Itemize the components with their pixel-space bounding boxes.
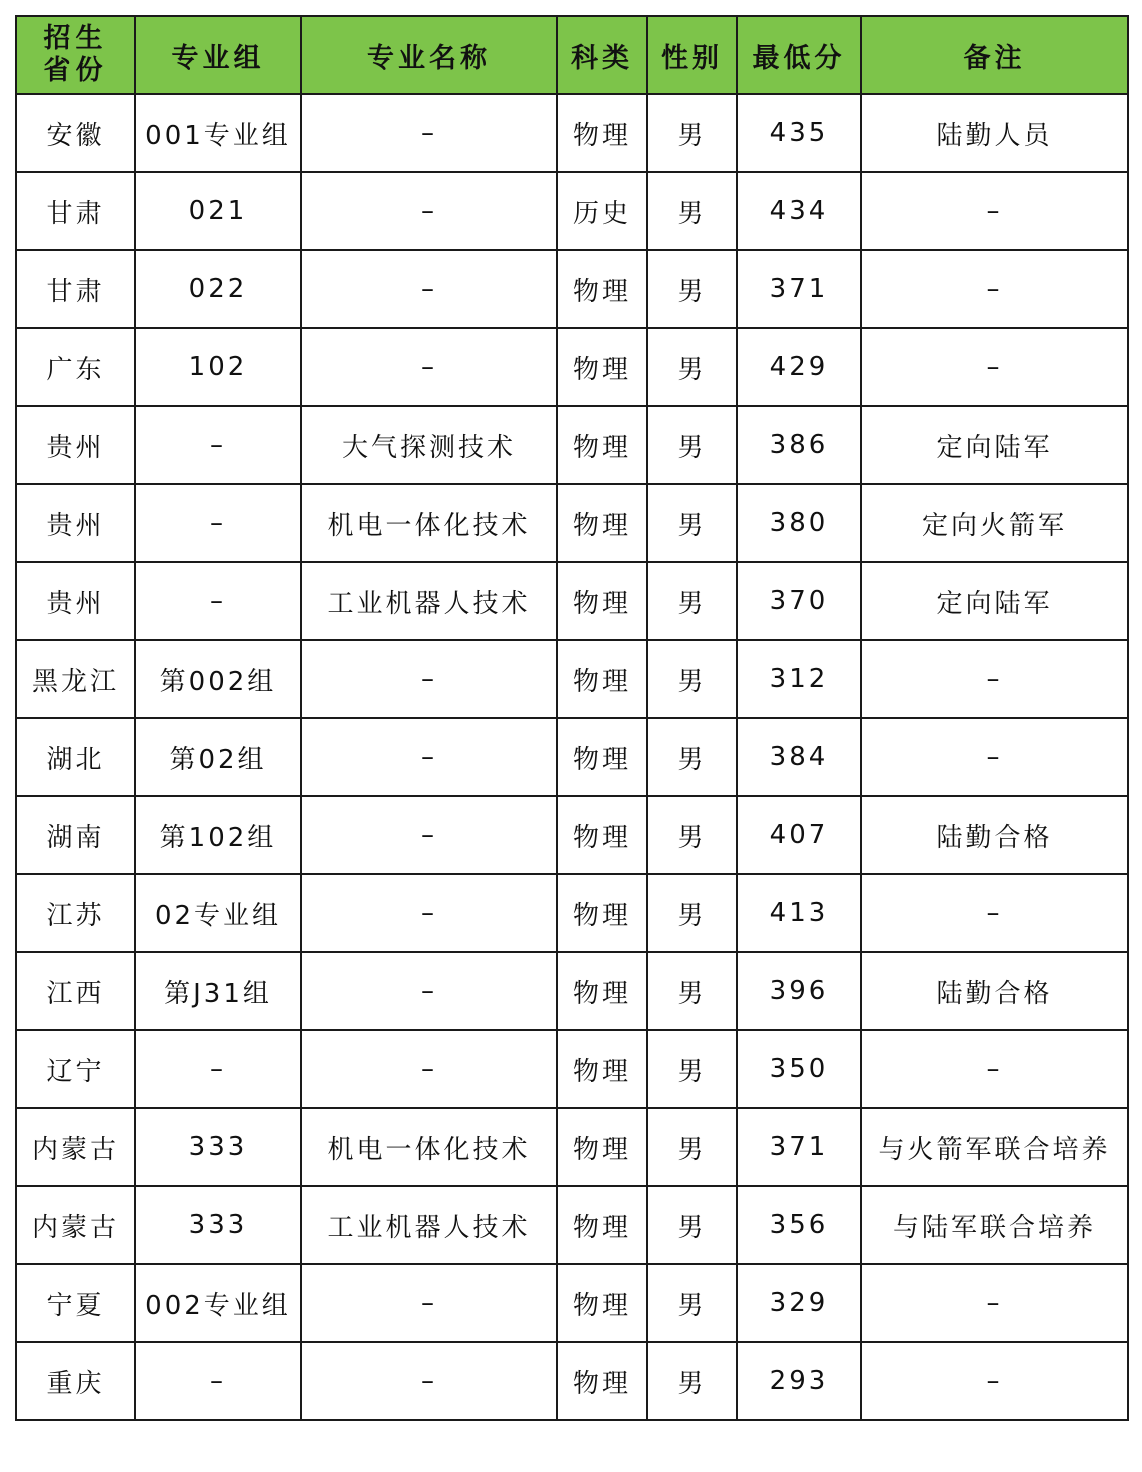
cell-major-group: 002专业组 xyxy=(135,1264,301,1342)
cell-subject-type: 物理 xyxy=(557,718,647,796)
cell-major-group: – xyxy=(135,1342,301,1420)
cell-remarks: 定向火箭军 xyxy=(861,484,1128,562)
cell-subject-type: 物理 xyxy=(557,640,647,718)
cell-subject-type: 物理 xyxy=(557,796,647,874)
table-row xyxy=(16,250,1128,328)
cell-subject-type: 物理 xyxy=(557,94,647,172)
cell-min-score: 386 xyxy=(737,406,861,484)
cell-major-name: – xyxy=(301,874,557,952)
cell-major-group: 001专业组 xyxy=(135,94,301,172)
cell-min-score: 413 xyxy=(737,874,861,952)
cell-min-score: 435 xyxy=(737,94,861,172)
cell-major-name: 机电一体化技术 xyxy=(301,1108,557,1186)
cell-min-score: 407 xyxy=(737,796,861,874)
cell-remarks: – xyxy=(861,328,1128,406)
cell-remarks: 定向陆军 xyxy=(861,562,1128,640)
cell-major-group: – xyxy=(135,406,301,484)
table-row xyxy=(16,718,1128,796)
cell-subject-type: 物理 xyxy=(557,484,647,562)
cell-remarks: 与陆军联合培养 xyxy=(861,1186,1128,1264)
cell-province: 重庆 xyxy=(16,1342,135,1420)
cell-min-score: 350 xyxy=(737,1030,861,1108)
cell-major-name: – xyxy=(301,328,557,406)
header-major-name: 专业名称 xyxy=(301,16,557,94)
cell-subject-type: 物理 xyxy=(557,1264,647,1342)
table-row xyxy=(16,328,1128,406)
cell-major-group: – xyxy=(135,484,301,562)
cell-gender: 男 xyxy=(647,874,737,952)
cell-remarks: – xyxy=(861,1030,1128,1108)
cell-province: 湖南 xyxy=(16,796,135,874)
header-province xyxy=(16,16,135,94)
table-row xyxy=(16,874,1128,952)
cell-remarks: – xyxy=(861,718,1128,796)
cell-subject-type: 物理 xyxy=(557,1186,647,1264)
cell-major-group: – xyxy=(135,1030,301,1108)
table-header-row xyxy=(16,16,1128,94)
cell-province: 贵州 xyxy=(16,406,135,484)
cell-min-score: 293 xyxy=(737,1342,861,1420)
cell-min-score: 380 xyxy=(737,484,861,562)
cell-subject-type: 物理 xyxy=(557,562,647,640)
table-row xyxy=(16,172,1128,250)
cell-min-score: 356 xyxy=(737,1186,861,1264)
cell-gender: 男 xyxy=(647,952,737,1030)
table-body xyxy=(16,94,1128,1420)
cell-province: 甘肃 xyxy=(16,172,135,250)
table-row xyxy=(16,1030,1128,1108)
cell-gender: 男 xyxy=(647,1264,737,1342)
cell-major-name: – xyxy=(301,1342,557,1420)
cell-remarks: 定向陆军 xyxy=(861,406,1128,484)
cell-subject-type: 物理 xyxy=(557,250,647,328)
cell-major-group: 102 xyxy=(135,328,301,406)
cell-remarks: 陆勤人员 xyxy=(861,94,1128,172)
cell-major-name: 工业机器人技术 xyxy=(301,1186,557,1264)
cell-gender: 男 xyxy=(647,1030,737,1108)
cell-province: 湖北 xyxy=(16,718,135,796)
table-row xyxy=(16,1264,1128,1342)
cell-remarks: 陆勤合格 xyxy=(861,952,1128,1030)
table-row xyxy=(16,796,1128,874)
admission-score-table-container xyxy=(15,15,1129,1421)
cell-gender: 男 xyxy=(647,328,737,406)
admission-score-table xyxy=(15,15,1129,1421)
cell-gender: 男 xyxy=(647,94,737,172)
cell-min-score: 384 xyxy=(737,718,861,796)
cell-major-name: – xyxy=(301,640,557,718)
cell-remarks: 与火箭军联合培养 xyxy=(861,1108,1128,1186)
cell-major-name: 工业机器人技术 xyxy=(301,562,557,640)
cell-major-name: – xyxy=(301,94,557,172)
table-row xyxy=(16,406,1128,484)
header-subject-type: 科类 xyxy=(557,16,647,94)
cell-province: 安徽 xyxy=(16,94,135,172)
cell-major-group: 021 xyxy=(135,172,301,250)
cell-major-group: 333 xyxy=(135,1186,301,1264)
cell-min-score: 434 xyxy=(737,172,861,250)
cell-gender: 男 xyxy=(647,1186,737,1264)
header-min-score: 最低分 xyxy=(737,16,861,94)
cell-major-name: – xyxy=(301,1264,557,1342)
cell-subject-type: 物理 xyxy=(557,1030,647,1108)
cell-subject-type: 物理 xyxy=(557,406,647,484)
cell-major-group: 第J31组 xyxy=(135,952,301,1030)
cell-major-group: 333 xyxy=(135,1108,301,1186)
table-row xyxy=(16,94,1128,172)
cell-gender: 男 xyxy=(647,1108,737,1186)
cell-major-name: – xyxy=(301,172,557,250)
header-major-group: 专业组 xyxy=(135,16,301,94)
cell-major-name: – xyxy=(301,1030,557,1108)
header-remarks: 备注 xyxy=(861,16,1128,94)
header-province-line-2: 省份 xyxy=(43,55,108,86)
table-row xyxy=(16,484,1128,562)
cell-remarks: – xyxy=(861,250,1128,328)
cell-gender: 男 xyxy=(647,640,737,718)
cell-remarks: – xyxy=(861,1264,1128,1342)
cell-remarks: – xyxy=(861,172,1128,250)
cell-major-group: 022 xyxy=(135,250,301,328)
cell-province: 辽宁 xyxy=(16,1030,135,1108)
cell-min-score: 396 xyxy=(737,952,861,1030)
cell-major-group: 02专业组 xyxy=(135,874,301,952)
table-row xyxy=(16,640,1128,718)
header-province-line-1: 招生 xyxy=(43,23,108,54)
cell-major-group: 第102组 xyxy=(135,796,301,874)
cell-major-name: – xyxy=(301,718,557,796)
cell-subject-type: 物理 xyxy=(557,952,647,1030)
cell-min-score: 371 xyxy=(737,1108,861,1186)
table-row xyxy=(16,1108,1128,1186)
cell-province: 甘肃 xyxy=(16,250,135,328)
cell-major-name: 大气探测技术 xyxy=(301,406,557,484)
cell-province: 内蒙古 xyxy=(16,1108,135,1186)
cell-subject-type: 历史 xyxy=(557,172,647,250)
cell-subject-type: 物理 xyxy=(557,328,647,406)
cell-province: 贵州 xyxy=(16,484,135,562)
cell-min-score: 312 xyxy=(737,640,861,718)
cell-major-name: – xyxy=(301,952,557,1030)
cell-subject-type: 物理 xyxy=(557,874,647,952)
cell-province: 内蒙古 xyxy=(16,1186,135,1264)
table-row xyxy=(16,562,1128,640)
cell-province: 江西 xyxy=(16,952,135,1030)
cell-min-score: 371 xyxy=(737,250,861,328)
cell-min-score: 429 xyxy=(737,328,861,406)
cell-remarks: – xyxy=(861,1342,1128,1420)
table-row xyxy=(16,952,1128,1030)
cell-gender: 男 xyxy=(647,172,737,250)
cell-gender: 男 xyxy=(647,796,737,874)
cell-major-group: – xyxy=(135,562,301,640)
cell-gender: 男 xyxy=(647,484,737,562)
cell-min-score: 329 xyxy=(737,1264,861,1342)
cell-gender: 男 xyxy=(647,562,737,640)
table-row xyxy=(16,1186,1128,1264)
cell-gender: 男 xyxy=(647,718,737,796)
table-row xyxy=(16,1342,1128,1420)
cell-min-score: 370 xyxy=(737,562,861,640)
cell-province: 宁夏 xyxy=(16,1264,135,1342)
cell-remarks: – xyxy=(861,874,1128,952)
cell-province: 广东 xyxy=(16,328,135,406)
cell-province: 江苏 xyxy=(16,874,135,952)
cell-major-name: – xyxy=(301,250,557,328)
cell-province: 贵州 xyxy=(16,562,135,640)
cell-gender: 男 xyxy=(647,250,737,328)
cell-major-name: 机电一体化技术 xyxy=(301,484,557,562)
cell-major-name: – xyxy=(301,796,557,874)
cell-major-group: 第002组 xyxy=(135,640,301,718)
cell-subject-type: 物理 xyxy=(557,1108,647,1186)
cell-subject-type: 物理 xyxy=(557,1342,647,1420)
cell-remarks: 陆勤合格 xyxy=(861,796,1128,874)
cell-province: 黑龙江 xyxy=(16,640,135,718)
header-gender: 性别 xyxy=(647,16,737,94)
cell-major-group: 第02组 xyxy=(135,718,301,796)
cell-remarks: – xyxy=(861,640,1128,718)
cell-gender: 男 xyxy=(647,406,737,484)
cell-gender: 男 xyxy=(647,1342,737,1420)
